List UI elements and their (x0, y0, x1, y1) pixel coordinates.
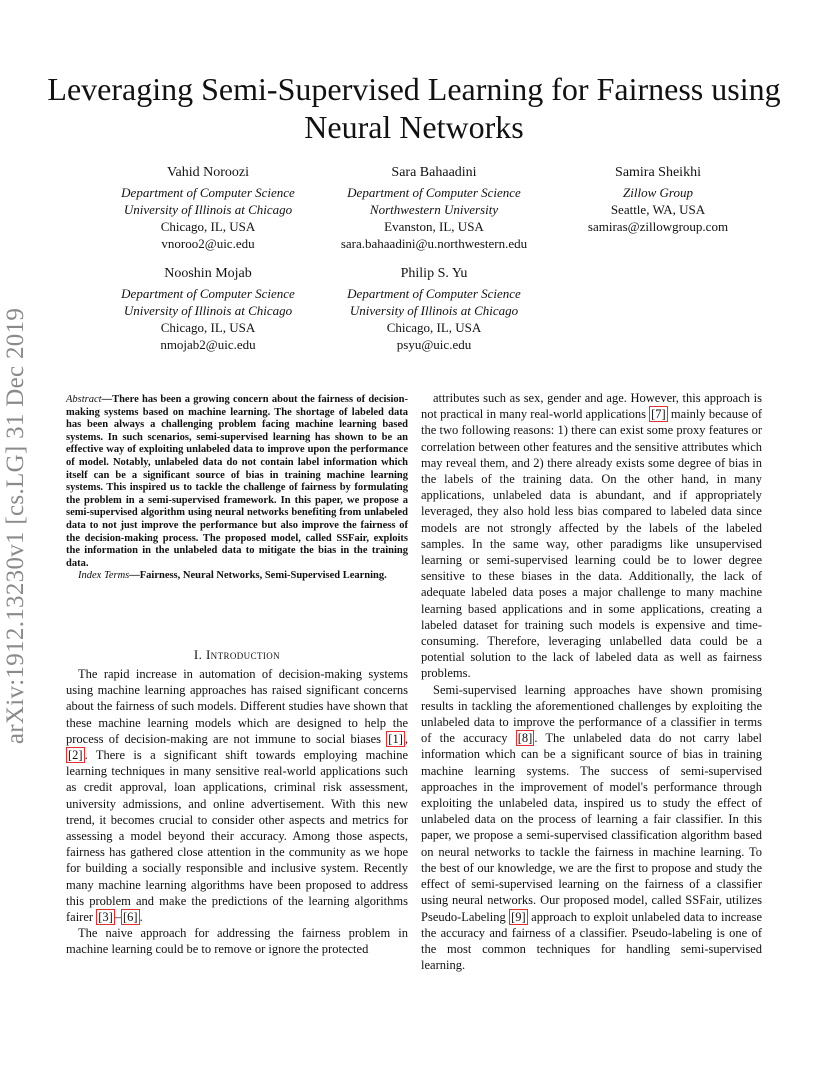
paragraph-text: . There is a significant shift towards employing machine learning techniques in many sensitive real-world applications such as credit approval, loan applications, criminal risk assessment, university admissions, and online advertisement. With this new trend, it becomes crucial to consider other aspects and metrics for assessing a model beyond their accuracy. Among those aspects, fairness has gathered close attention in the community as we hope for building a socially responsible and inclusive system. Recently many machine learning algorithms have been proposed to address this problem and make the predictions of the learning algorithms fairer (66, 748, 408, 925)
paper-title: Leveraging Semi-Supervised Learning for Fairness using Neural Networks (47, 71, 781, 145)
abstract-text: —There has been a growing concern about the fairness of decision-making systems based on machine learning. The shortage of labeled data has been always a challenging problem facing machine learning based systems. In such scenarios, semi-supervised learning has shown to be an effective way of exploiting unlabeled data to improve upon the performance of model. Notably, unlabeled data do not contain label information which itself can be a significant source of bias in training machine learning systems. This inspired us to tackle the challenge of fairness by formulating the problem in a semi-supervised framework. In this paper, we propose a semi-supervised algorithm using neural networks benefiting from unlabeled data to not just improve the performance but also improve the fairness of the decision-making process. The proposed model, called SSFair, exploits the information in the unlabeled data to mitigate the bias in the training data. (66, 394, 408, 569)
citation-link[interactable]: [8] (517, 731, 533, 746)
abstract (66, 394, 408, 583)
right-column-body (421, 390, 762, 973)
paragraph-text: approach to exploit unlabeled data to increase the accuracy and fairness of a classifier. Pseudo-labeling is one of the most common techniques for handling semi-supervised learning. (421, 909, 762, 973)
citation-link[interactable]: [7] (651, 407, 666, 422)
arxiv-sidebar-stamp: arXiv:1912.13230v1 [cs.LG] 31 Dec 2019 (2, 307, 29, 745)
paragraph-text: mainly because of the two following reasons: 1) there can exist some proxy features or correlation between other features and the sensitive attributes which may reveal them, and 2) there already exists some degree of bias in the labels of the training data. On the other hand, in many applications, unlabeled data is abundant, and if appropriately leveraged, they also hold less bias compared to labeled data since models are not strongly affected by the labels of the labeled samples. In the same way, other paradigms like unsupervised learning or semi-supervised learning could be to lower degree sensitive to these biases in the data. Additionally, the lack of adequate labeled data poses a major challenge to many machine learning based applications and in some applications, creating a labeled dataset for training such models is expensive and time-consuming. Therefore, leveraging unlabelled data could be a potential solution to the lack of labeled data as well as fairness problems. (421, 407, 762, 681)
body-paragraph (66, 925, 408, 957)
author-block (318, 164, 550, 252)
paragraph-text: – (114, 910, 122, 925)
author-affiliation: Department of Computer Science (347, 185, 521, 200)
author-location: Chicago, IL, USA (160, 320, 256, 335)
citation-link[interactable]: [3] (98, 910, 113, 925)
citation-link[interactable]: [9] (511, 909, 526, 924)
author-block (318, 265, 550, 353)
author-email: nmojab2@uic.edu (160, 337, 256, 352)
abstract-label: Abstract (66, 394, 102, 405)
author-affiliation: Department of Computer Science (347, 286, 521, 301)
index-terms-text: —Fairness, Neural Networks, Semi-Supervised Learning. (129, 570, 387, 582)
paragraph-text: Semi-supervised learning approaches have shown promising results in tackling the aforementioned challenges by exploiting the unlabeled data to improve the performance of a classifier in terms of the accuracy (421, 682, 762, 746)
author-location: Evanston, IL, USA (384, 219, 484, 234)
author-email: psyu@uic.edu (396, 337, 472, 352)
body-paragraph (66, 666, 408, 925)
author-location: Chicago, IL, USA (160, 219, 256, 234)
author-institution: University of Illinois at Chicago (349, 303, 519, 318)
citation-link[interactable]: [2] (68, 748, 83, 763)
paragraph-text: , (404, 731, 408, 746)
citation-link[interactable]: [1] (388, 731, 403, 746)
citation-link[interactable]: [6] (123, 910, 138, 925)
author-name: Nooshin Mojab (164, 266, 252, 281)
body-paragraph (421, 390, 762, 682)
paragraph-text: The naive approach for addressing the fairness problem in machine learning could be to remove or ignore the protected (66, 926, 408, 957)
author-institution: University of Illinois at Chicago (123, 202, 293, 217)
left-column-body (66, 666, 408, 958)
author-affiliation: Zillow Group (623, 185, 693, 200)
section-heading: I. Introduction (193, 647, 281, 662)
author-institution: Northwestern University (369, 202, 499, 217)
author-block (558, 164, 758, 235)
author-name: Vahid Noroozi (166, 165, 250, 180)
author-block (98, 265, 318, 353)
author-block (98, 164, 318, 252)
author-name: Sara Bahaadini (391, 165, 477, 180)
paragraph-text: . (139, 910, 143, 925)
author-email: samiras@zillowgroup.com (587, 219, 729, 234)
author-affiliation: Department of Computer Science (121, 185, 295, 200)
author-location: Seattle, WA, USA (610, 202, 706, 217)
paragraph-text: attributes such as sex, gender and age. However, this approach is not practical in many real-world applications (421, 391, 762, 422)
body-paragraph (421, 682, 762, 974)
index-terms-label: Index Terms (78, 570, 130, 582)
paragraph-text: . The unlabeled data do not carry label information which can be a significant source of bias in training machine learning systems. The success of semi-supervised approaches in the improvement of model's performance through exploiting the unlabeled data, inspired us to study the effect of unlabeled data on the process of learning a fair classifier. In this paper, we propose a semi-supervised classification algorithm based on neural networks to tackle the fairness in machine learning. To the best of our knowledge, we are the first to propose and study the effect of semi-supervised learning on the fairness of a classifier using neural networks. Our proposed model, called SSFair, utilizes Pseudo-Labeling (421, 731, 762, 924)
author-name: Philip S. Yu (400, 266, 468, 281)
author-email: sara.bahaadini@u.northwestern.edu (340, 236, 528, 251)
author-name: Samira Sheikhi (615, 165, 701, 180)
author-location: Chicago, IL, USA (386, 320, 482, 335)
paragraph-text: The rapid increase in automation of decision-making systems using machine learning approaches has raised significant concerns about the fairness of such models. Different studies have shown that these machine learning models which are designed to help the process of decision-making are not immune to social biases (66, 667, 408, 746)
author-institution: University of Illinois at Chicago (123, 303, 293, 318)
author-email: vnoroo2@uic.edu (161, 236, 255, 251)
author-affiliation: Department of Computer Science (121, 286, 295, 301)
